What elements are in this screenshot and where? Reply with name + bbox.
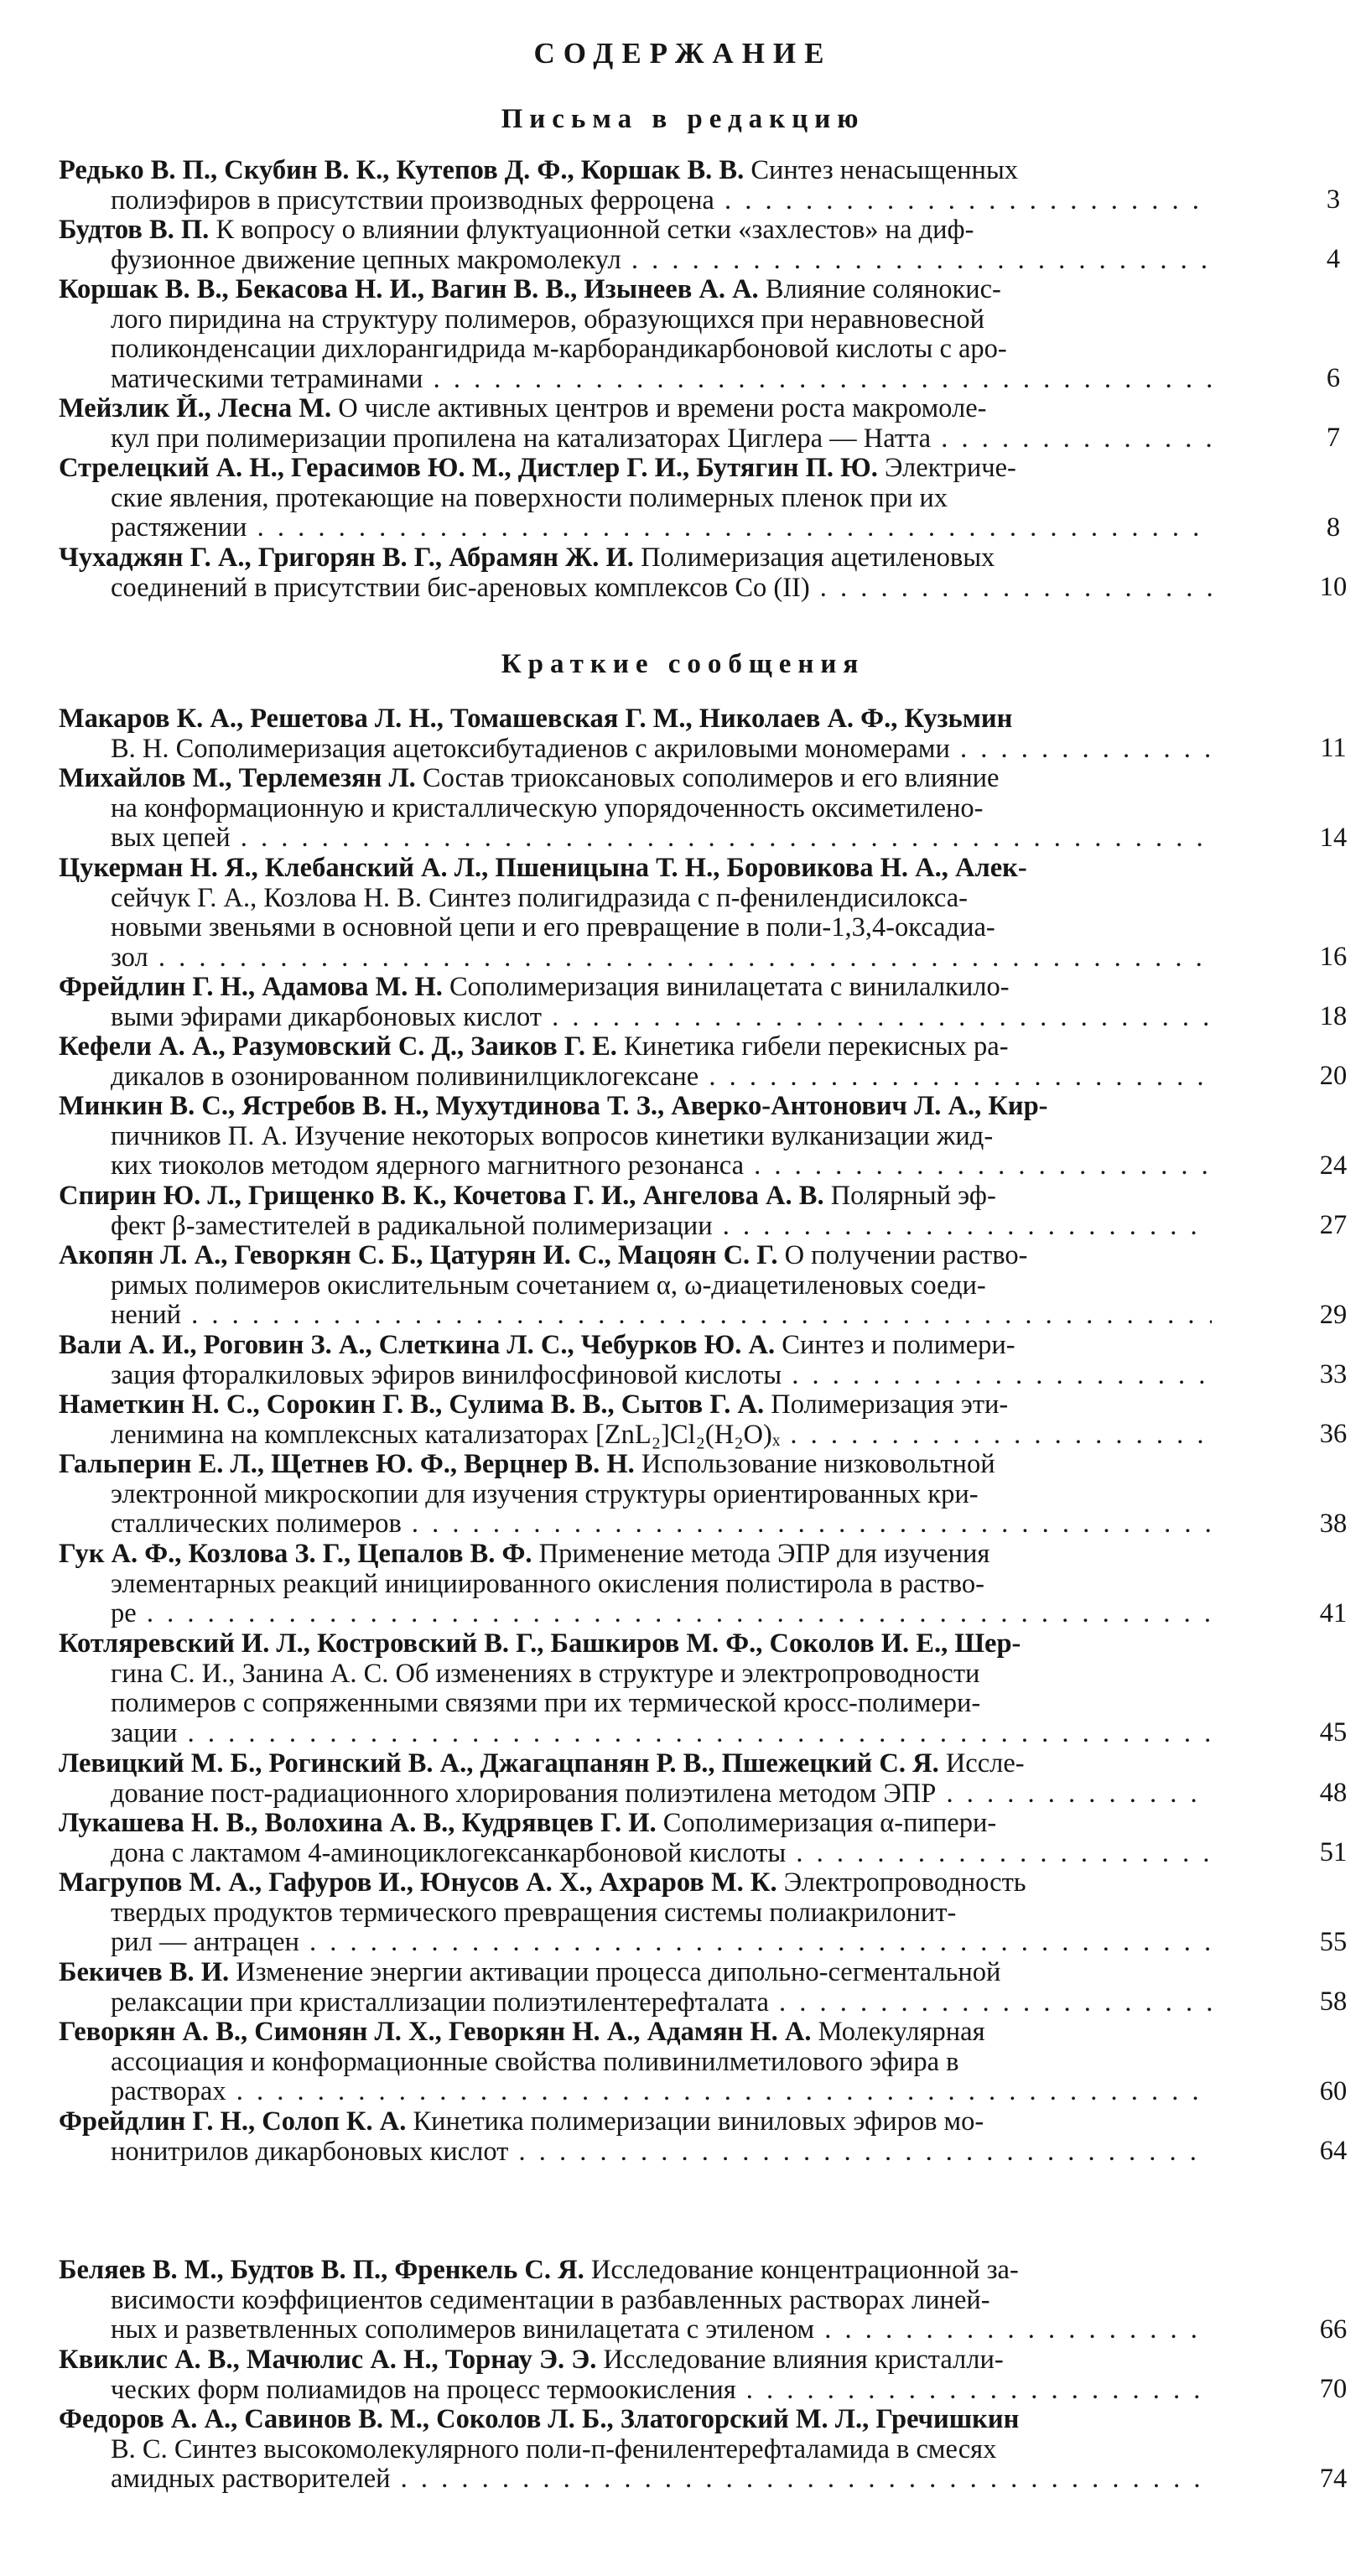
entry-title-line: Применение метода ЭПР для изучения — [538, 1540, 990, 1569]
toc-entry — [59, 854, 1348, 973]
toc-entry — [59, 1450, 1348, 1540]
toc-entry — [59, 156, 1341, 216]
entry-title-line: сталлических полимеров . . . — [59, 1509, 1212, 1540]
entry-title-line: поликонденсации дихлорангидрида м-карборандикарбоновой кислоты с аро- — [111, 335, 1007, 364]
entry-title-line: Изменение энергии активации процесса дипольно-сегментальной — [236, 1958, 1001, 1987]
entry-title-line: О числе активных центров и времени роста макромоле- — [338, 394, 987, 423]
entry-authors: Гальперин Е. Л., Щетнев Ю. Ф., Верцнер В. Н. — [59, 1450, 635, 1479]
entry-page-number: 64 — [1319, 2136, 1348, 2166]
entry-title-line: Полимеризация ацетиленовых — [641, 543, 995, 573]
entry-authors: Вали А. И., Роговин З. А., Слеткина Л. С., Чебурков Ю. А. — [59, 1331, 776, 1360]
entry-authors: Стрелецкий А. Н., Герасимов Ю. М., Дистлер Г. И., Бутягин П. Ю. — [59, 454, 878, 483]
toc-entry — [59, 1868, 1348, 1958]
entry-title-line: Исследование влияния кристалли- — [603, 2345, 1004, 2375]
entry-title-line: римых полимеров окислительным сочетанием α, ω-диацетиленовых соеди- — [111, 1270, 986, 1301]
entry-title-line: фект β-заместителей в радикальной полимеризации . . . — [59, 1212, 1212, 1242]
entry-authors: Федоров А. А., Савинов В. М., Соколов Л. Б., Златогорский М. Л., Гречишкин — [59, 2405, 1020, 2434]
entry-title-line: ленимина на комплексных катализаторах [ZnL₂]Cl₂(H₂O)ₓ . . . — [59, 1420, 1212, 1451]
entry-page-number: 48 — [1319, 1778, 1348, 1808]
entry-title-line: В. С. Синтез высокомолекулярного поли-п-фенилентерефталамида в смесях — [111, 2434, 997, 2464]
toc-entry — [59, 1331, 1348, 1390]
entry-title-line: дование пост-радиационного хлорирования полиэтилена методом ЭПР . . . — [59, 1779, 1212, 1810]
entry-title-line: Полярный эф- — [830, 1182, 996, 1211]
entry-page-number: 7 — [1326, 423, 1341, 453]
entry-title-line: выми эфирами дикарбоновых кислот . . . — [59, 1003, 1212, 1033]
entry-title-line: Использование низковольтной — [641, 1450, 995, 1479]
entry-title-line: зации . . . — [59, 1719, 1212, 1749]
entry-page-number: 18 — [1319, 1001, 1348, 1031]
entry-authors: Минкин В. С., Ястребов В. Н., Мухутдинова Т. З., Аверко-Антонович Л. А., Кир- — [59, 1092, 1048, 1121]
entry-authors: Левицкий М. Б., Рогинский В. А., Джагацпанян Р. В., Пшежецкий С. Я. — [59, 1749, 939, 1779]
entry-authors: Цукерман Н. Я., Клебанский А. Л., Пшеницына Т. Н., Боровикова Н. А., Алек- — [59, 854, 1027, 883]
section-heading-letters: Письма в редакцию — [501, 104, 865, 134]
entry-title-line: соединений в присутствии бис-ареновых комплексов Co (II) . . . — [59, 574, 1212, 604]
entry-page-number: 51 — [1319, 1837, 1348, 1867]
entry-page-number: 55 — [1319, 1927, 1348, 1957]
entry-title-line: Молекулярная — [818, 2018, 985, 2047]
entry-page-number: 41 — [1319, 1598, 1348, 1628]
toc-entry — [59, 2405, 1348, 2495]
entry-authors: Гук А. Ф., Козлова З. Г., Цепалов В. Ф. — [59, 1540, 532, 1569]
toc-entry — [59, 1390, 1348, 1450]
entry-page-number: 45 — [1319, 1717, 1348, 1748]
entry-title-line: Сополимеризация α-пипери- — [662, 1809, 997, 1838]
entry-title-line: лого пиридина на структуру полимеров, образующихся при неравновесной — [111, 304, 985, 335]
entry-authors: Лукашева Н. В., Волохина А. В., Кудрявцев Г. И. — [59, 1809, 657, 1838]
entry-title-line: пичников П. А. Изучение некоторых вопросов кинетики вулканизации жид- — [111, 1121, 994, 1151]
entry-title-line: ческих форм полиамидов на процесс термоокисления . . . — [59, 2376, 1212, 2406]
entry-authors: Кефели А. А., Разумовский С. Д., Заиков Г. Е. — [59, 1032, 617, 1062]
entry-page-number: 16 — [1319, 942, 1348, 972]
entry-title-line: Влияние солянокис- — [765, 275, 1001, 304]
page-title: СОДЕРЖАНИЕ — [533, 37, 833, 70]
entry-title-line: ские явления, протекающие на поверхности полимерных пленок при их — [111, 483, 948, 513]
entry-title-line: Полимеризация эти- — [771, 1390, 1009, 1420]
toc-entry — [59, 216, 1341, 275]
toc-entry — [59, 1629, 1348, 1748]
entry-title-line: Электропроводность — [783, 1868, 1026, 1898]
entry-authors: Акопян Л. А., Геворкян С. Б., Цатурян И. С., Мацоян С. Г. — [59, 1241, 778, 1270]
entry-page-number: 10 — [1319, 572, 1348, 602]
entry-title-line: полимеров с сопряженными связями при их термической кросс-полимери- — [111, 1689, 981, 1718]
entry-page-number: 8 — [1326, 512, 1341, 543]
toc-entry — [59, 1958, 1348, 2018]
entry-title-line: вых цепей . . . — [59, 823, 1212, 854]
entry-title-line: ассоциация и конформационные свойства поливинилметилового эфира в — [111, 2047, 959, 2077]
entry-title-line: фузионное движение цепных макромолекул . . . — [59, 246, 1212, 276]
entry-title-line: сейчук Г. А., Козлова Н. В. Синтез полигидразида с п-фенилендисилокса- — [111, 883, 968, 913]
entry-page-number: 36 — [1319, 1419, 1348, 1449]
toc-entry — [59, 454, 1341, 543]
entry-title-line: нонитрилов дикарбоновых кислот . . . — [59, 2137, 1212, 2168]
entry-page-number: 38 — [1319, 1509, 1348, 1539]
entry-title-line: зация фторалкиловых эфиров винилфосфиновой кислоты . . . — [59, 1361, 1212, 1391]
entry-title-line: висимости коэффициентов седиментации в разбавленных растворах линей- — [111, 2285, 990, 2315]
entry-title-line: Кинетика полимеризации виниловых эфиров мо- — [413, 2107, 984, 2137]
entry-title-line: нений . . . — [59, 1301, 1212, 1331]
entry-title-line: зол . . . — [59, 943, 1212, 974]
entry-page-number: 3 — [1326, 184, 1341, 215]
entry-authors: Макаров К. А., Решетова Л. Н., Томашевская Г. М., Николаев А. Ф., Кузьмин — [59, 704, 1013, 734]
entry-title-line: твердых продуктов термического превращения системы полиакрилонит- — [111, 1898, 957, 1928]
entry-title-line: Электриче- — [884, 454, 1016, 483]
entry-title-line: ных и разветвленных сополимеров винилацетата с этиленом . . . — [59, 2315, 1212, 2345]
entry-authors: Квиклис А. В., Мачюлис А. Н., Торнау Э. Э. — [59, 2345, 597, 2375]
entry-title-line: на конформационную и кристаллическую упорядоченность оксиметилено- — [111, 793, 984, 823]
entry-page-number: 60 — [1319, 2076, 1348, 2106]
entry-title-line: релаксации при кристаллизации полиэтилентерефталата . . . — [59, 1988, 1212, 2018]
toc-entry — [59, 2107, 1348, 2167]
toc-entry — [59, 394, 1341, 454]
entry-title-line: К вопросу о влиянии флуктуационной сетки «захлестов» на диф- — [216, 216, 974, 245]
entry-authors: Мейзлик Й., Лесна М. — [59, 394, 332, 423]
entry-title-line: Синтез ненасыщенных — [751, 156, 1019, 185]
toc-entry — [59, 764, 1348, 854]
entry-title-line: Состав триоксановых сополимеров и его влияние — [422, 764, 1000, 793]
toc-entry — [59, 2256, 1348, 2345]
toc-entry — [59, 543, 1348, 603]
entry-authors: Чухаджян Г. А., Григорян В. Г., Абрамян Ж. И. — [59, 543, 634, 573]
toc-entry — [59, 1749, 1348, 1809]
entry-title-line: рил — антрацен . . . — [59, 1928, 1212, 1958]
entry-page-number: 6 — [1326, 363, 1341, 393]
toc-entry — [59, 1809, 1348, 1868]
entry-page-number: 4 — [1326, 244, 1341, 274]
toc-entry — [59, 1182, 1348, 1241]
toc-entry — [59, 1032, 1348, 1092]
toc-entry — [59, 275, 1341, 394]
entry-authors: Коршак В. В., Бекасова Н. И., Вагин В. В., Изынеев А. А. — [59, 275, 759, 304]
entry-title-line: растяжении . . . — [59, 513, 1212, 543]
entry-title-line: дикалов в озонированном поливинилциклогексане . . . — [59, 1062, 1212, 1093]
toc-entry — [59, 2345, 1348, 2405]
entry-page-number: 24 — [1319, 1150, 1348, 1181]
toc-entry — [59, 2018, 1348, 2107]
entry-authors: Спирин Ю. Л., Грищенко В. К., Кочетова Г. И., Ангелова А. В. — [59, 1182, 824, 1211]
entry-authors: Геворкян А. В., Симонян Л. Х., Геворкян Н. А., Адамян Н. А. — [59, 2018, 812, 2047]
entry-page-number: 70 — [1319, 2374, 1348, 2404]
entry-title-line: дона с лактамом 4-аминоциклогексанкарбоновой кислоты . . . — [59, 1839, 1212, 1869]
toc-entry — [59, 1092, 1348, 1182]
entry-page-number: 20 — [1319, 1061, 1348, 1091]
entry-title-line: амидных растворителей . . . — [59, 2464, 1212, 2495]
entry-authors: Беляев В. М., Будтов В. П., Френкель С. Я. — [59, 2256, 584, 2285]
entry-title-line: новыми звеньями в основной цепи и его превращение в поли-1,3,4-оксадиа- — [111, 913, 995, 943]
entry-title-line: растворах . . . — [59, 2077, 1212, 2107]
section-heading-short-reports: Краткие сообщения — [501, 649, 865, 679]
entry-page-number: 58 — [1319, 1987, 1348, 2017]
entry-title-line: гина С. И., Занина А. С. Об изменениях в структуре и электропроводности — [111, 1659, 980, 1689]
entry-title-line: ре . . . — [59, 1599, 1212, 1629]
toc-entry — [59, 1241, 1348, 1331]
entry-title-line: элементарных реакций инициированного окисления полистирола в раство- — [111, 1569, 984, 1599]
entry-authors: Будтов В. П. — [59, 216, 210, 245]
entry-title-line: полиэфиров в присутствии производных ферроцена . . . — [59, 186, 1212, 216]
entry-page-number: 74 — [1319, 2464, 1348, 2494]
entry-page-number: 27 — [1319, 1210, 1348, 1240]
toc-entry — [59, 1540, 1348, 1629]
entry-title-line: О получении раство- — [784, 1241, 1028, 1270]
entry-page-number: 33 — [1319, 1359, 1348, 1389]
entry-authors: Фрейдлин Г. Н., Адамова М. Н. — [59, 973, 443, 1002]
entry-authors: Магрупов М. А., Гафуров И., Юнусов А. Х., Ахраров М. К. — [59, 1868, 777, 1898]
entry-page-number: 29 — [1319, 1300, 1348, 1330]
entry-title-line: Кинетика гибели перекисных ра- — [624, 1032, 1009, 1062]
entry-title-line: Исследование концентрационной за- — [590, 2256, 1019, 2285]
entry-title-line: матическими тетраминами . . . — [59, 365, 1212, 395]
entry-authors: Фрейдлин Г. Н., Солоп К. А. — [59, 2107, 407, 2137]
entry-title-line: Синтез и полимери- — [782, 1331, 1015, 1360]
entry-title-line: В. Н. Сополимеризация ацетоксибутадиенов с акриловыми мономерами . . . — [59, 735, 1212, 765]
entry-authors: Котляревский И. Л., Костровский В. Г., Башкиров М. Ф., Соколов И. Е., Шер- — [59, 1629, 1021, 1659]
entry-page-number: 14 — [1319, 823, 1348, 853]
entry-title-line: кул при полимеризации пропилена на катализаторах Циглера — Натта . . . — [59, 424, 1212, 454]
entry-page-number: 66 — [1319, 2314, 1348, 2345]
entry-authors: Бекичев В. И. — [59, 1958, 230, 1987]
entry-authors: Наметкин Н. С., Сорокин Г. В., Сулима В. В., Сытов Г. А. — [59, 1390, 765, 1420]
entry-page-number: 11 — [1320, 733, 1347, 763]
entry-title-line: Сополимеризация винилацетата с винилалкило- — [449, 973, 1010, 1002]
entry-title-line: электронной микроскопии для изучения структуры ориентированных кри- — [111, 1479, 979, 1509]
entry-title-line: Иссле- — [945, 1749, 1025, 1779]
toc-entry — [59, 973, 1348, 1032]
entry-authors: Михайлов М., Терлемезян Л. — [59, 764, 416, 793]
entry-title-line: ких тиоколов методом ядерного магнитного резонанса . . . — [59, 1151, 1212, 1182]
toc-entry — [59, 704, 1347, 764]
entry-authors: Редько В. П., Скубин В. К., Кутепов Д. Ф., Коршак В. В. — [59, 156, 745, 185]
